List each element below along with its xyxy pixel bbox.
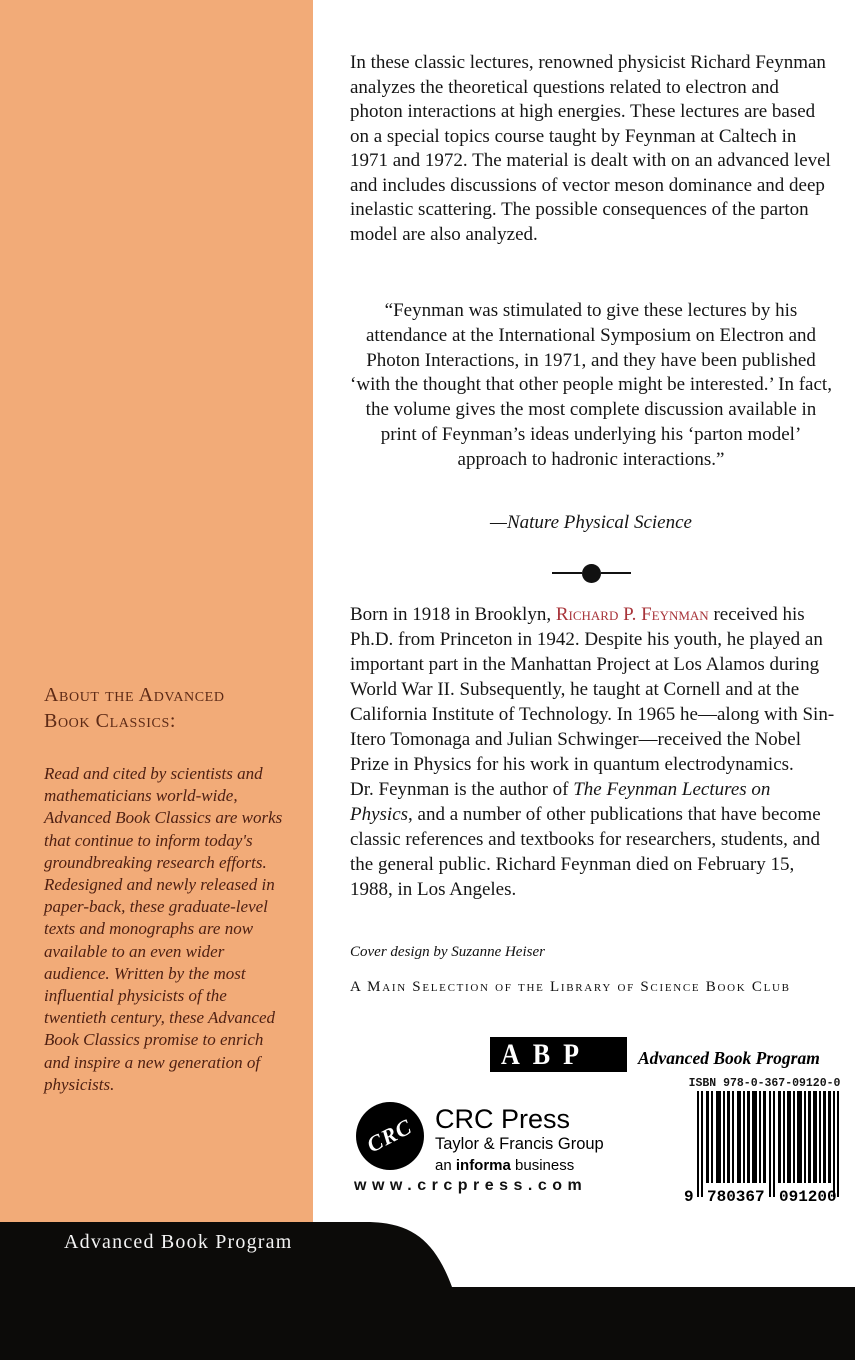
book-club-selection-line: A Main Selection of the Library of Science Book Club	[350, 979, 791, 995]
divider-line-right	[601, 572, 631, 575]
informa-label	[435, 1156, 604, 1176]
abp-logo-letters: ABP	[501, 1037, 592, 1071]
author-bio: Born in 1918 in Brooklyn, Richard P. Feynman received his Ph.D. from Princeton in 1942. Despite his youth, he played an important part in the Manhattan Project at Los Alamos during World War II. Subsequently, he taught at Cornell and at the California Institute of Technology. In 1965 he—along with Sin-Itero Tomonaga and Julian Schwinger—received the Nobel Prize in Physics for his work in quantum electrodynamics. Dr. Feynman is the author of The Feynman Lectures on Physics, and a number of other publications that have become classic references and textbooks for researchers, students, and the general public. Richard Feynman died on February 15, 1988, in Los Angeles.	[350, 604, 835, 900]
crc-website-text: www.crcpress.com	[354, 1177, 588, 1194]
barcode-bars	[683, 1091, 847, 1207]
isbn-barcode	[674, 1076, 855, 1210]
barcode-digit-group2: 091200	[778, 1188, 837, 1206]
panel-description: Read and cited by scientists and mathematicians world-wide, Advanced Book Classics are works that continue to inform today's groundbreaking research efforts. Redesigned and newly released in paper-back, these graduate-level texts and monographs are now available to an even wider audience. Written by the most influential physicists of the twentieth century, these Advanced Book Classics promise to enrich and inspire a new generation of physicists.	[44, 764, 283, 1094]
quote-attribution: —Nature Physical Science	[490, 512, 692, 533]
informa-post: business	[510, 1156, 575, 1174]
intro-paragraph: In these classic lectures, renowned physicist Richard Feynman analyzes the theoretical questions related to electron and photon interactions at high energies. These lectures are based on a special topics course taught by Feynman at Caltech in 1971 and 1972. The material is dealt with on an advanced level and includes discussions of vector meson dominance and deep inelastic scattering. The possible consequences of the parton model are also analyzed.	[350, 52, 831, 245]
crc-text-block	[435, 1102, 604, 1176]
section-divider	[350, 563, 832, 583]
barcode-digit-lead: 9	[683, 1188, 694, 1206]
crc-logo-icon	[356, 1102, 424, 1170]
informa-pre: an	[435, 1156, 456, 1174]
abp-logo	[490, 1037, 627, 1072]
panel-heading: About the Advanced Book Classics:	[44, 684, 225, 732]
crc-press-block	[356, 1102, 604, 1176]
abp-program-label: Advanced Book Program	[638, 1048, 820, 1068]
isbn-number-label: ISBN 978-0-367-09120-0	[688, 1077, 841, 1090]
divider-line-left	[552, 572, 582, 575]
informa-bold: informa	[455, 1156, 511, 1174]
footer-program-label: Advanced Book Program	[64, 1231, 293, 1253]
barcode-digit-group1: 780367	[706, 1188, 765, 1206]
cover-design-credit: Cover design by Suzanne Heiser	[350, 944, 545, 960]
crc-press-name: CRC Press	[435, 1104, 571, 1134]
review-quote: “Feynman was stimulated to give these lectures by his attendance at the International Symposium on Electron and Photon Interactions, in 1971, and they have been published ‘with the thought that other people might be interested.’ In fact, the volume gives the most complete discussion available in print of Feynman’s ideas underlying his ‘parton model’ approach to hadronic interactions.”	[350, 300, 832, 470]
abp-logo-row	[490, 1037, 820, 1072]
taylor-francis-label: Taylor & Francis Group	[435, 1135, 604, 1154]
orange-side-panel	[0, 0, 313, 1222]
crc-logo-letters: CRC	[363, 1113, 417, 1158]
divider-dot-icon	[582, 564, 601, 583]
